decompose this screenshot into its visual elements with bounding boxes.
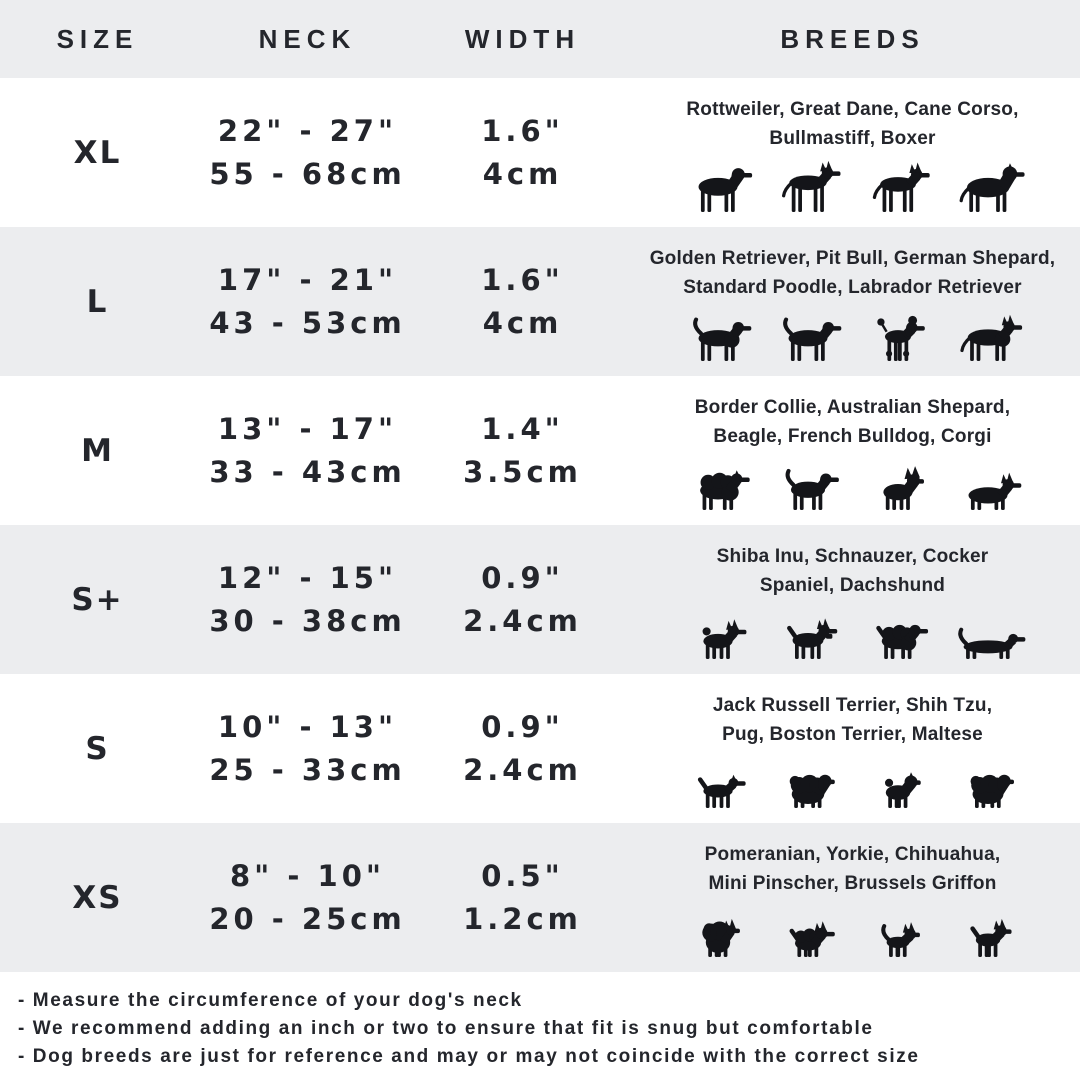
neck-inches: 13" - 17" — [217, 411, 398, 446]
footer-notes — [0, 972, 1080, 1071]
dog-silhouettes — [679, 752, 1027, 810]
neck-cm: 55 - 68cm — [209, 156, 406, 191]
neck-cm: 43 - 53cm — [209, 305, 406, 340]
width-cm: 1.2cm — [463, 901, 582, 936]
width-inches: 1.6" — [481, 262, 564, 297]
column-header-neck: NECK — [258, 23, 357, 54]
column-header-breeds: BREEDS — [780, 23, 925, 54]
breeds-text: Standard Poodle, Labrador Retriever — [683, 277, 1022, 298]
dog-silhouettes — [679, 454, 1027, 512]
breeds-text: Golden Retriever, Pit Bull, German Shepard, — [649, 248, 1056, 269]
note-measure: - Measure the circumference of your dog's neck — [18, 990, 523, 1011]
rottweiler-icon — [679, 158, 757, 214]
australian-shepherd-icon — [679, 456, 757, 512]
labrador-retriever-icon — [769, 307, 847, 363]
dog-silhouettes — [679, 901, 1027, 959]
breeds-text: Mini Pinscher, Brussels Griffon — [708, 873, 997, 894]
neck-cm: 20 - 25cm — [209, 901, 406, 936]
width-inches: 0.9" — [481, 560, 564, 595]
beagle-icon — [769, 456, 847, 512]
shih-tzu-icon — [769, 754, 847, 810]
note-recommend: - We recommend adding an inch or two to ensure that fit is snug but comfortable — [18, 1018, 874, 1039]
width-cm: 4cm — [482, 305, 563, 340]
breeds-text: Pug, Boston Terrier, Maltese — [722, 724, 983, 745]
breeds-text: Rottweiler, Great Dane, Cane Corso, — [686, 99, 1019, 120]
width-inches: 0.9" — [481, 709, 564, 744]
cocker-spaniel-icon — [859, 605, 937, 661]
size-label: S — [85, 730, 110, 767]
neck-cm: 30 - 38cm — [209, 603, 406, 638]
table-row-xs — [0, 823, 1080, 972]
pug-icon — [859, 754, 937, 810]
breeds-text: Spaniel, Dachshund — [759, 575, 946, 596]
breeds-text: Jack Russell Terrier, Shih Tzu, — [712, 695, 993, 716]
column-header-size: SIZE — [56, 23, 139, 54]
size-label: XS — [72, 879, 123, 916]
neck-inches: 8" - 10" — [230, 858, 385, 893]
width-cm: 3.5cm — [463, 454, 582, 489]
bullmastiff-icon — [949, 158, 1027, 214]
size-label: L — [86, 283, 109, 320]
width-cm: 2.4cm — [463, 603, 582, 638]
pomeranian-icon — [679, 903, 757, 959]
size-label: M — [81, 432, 114, 469]
width-inches: 1.4" — [481, 411, 564, 446]
maltese-icon — [949, 754, 1027, 810]
neck-cm: 33 - 43cm — [209, 454, 406, 489]
width-inches: 0.5" — [481, 858, 564, 893]
dog-silhouettes — [679, 603, 1027, 661]
table-row-m — [0, 376, 1080, 525]
standard-poodle-icon — [859, 307, 937, 363]
dog-silhouettes — [679, 305, 1027, 363]
chihuahua-icon — [859, 903, 937, 959]
breeds-text: Beagle, French Bulldog, Corgi — [713, 426, 992, 447]
neck-inches: 17" - 21" — [217, 262, 398, 297]
schnauzer-icon — [769, 605, 847, 661]
jack-russell-terrier-icon — [679, 754, 757, 810]
cane-corso-icon — [859, 158, 937, 214]
neck-inches: 22" - 27" — [217, 113, 398, 148]
table-header-row — [0, 0, 1080, 78]
column-header-width: WIDTH — [464, 23, 581, 54]
table-row-xl — [0, 78, 1080, 227]
dachshund-icon — [949, 605, 1027, 661]
great-dane-icon — [769, 158, 847, 214]
french-bulldog-icon — [859, 456, 937, 512]
german-shepherd-icon — [949, 307, 1027, 363]
size-label: XL — [73, 134, 122, 171]
size-label: S+ — [71, 581, 124, 618]
shiba-inu-icon — [679, 605, 757, 661]
dog-silhouettes — [679, 156, 1027, 214]
yorkie-icon — [769, 903, 847, 959]
width-cm: 2.4cm — [463, 752, 582, 787]
neck-inches: 10" - 13" — [217, 709, 398, 744]
table-row-l — [0, 227, 1080, 376]
width-inches: 1.6" — [481, 113, 564, 148]
breeds-text: Bullmastiff, Boxer — [769, 128, 936, 149]
golden-retriever-icon — [679, 307, 757, 363]
breeds-text: Border Collie, Australian Shepard, — [694, 397, 1011, 418]
note-reference: - Dog breeds are just for reference and may or may not coincide with the correct size — [18, 1046, 920, 1067]
table-row-s-plus — [0, 525, 1080, 674]
breeds-text: Pomeranian, Yorkie, Chihuahua, — [704, 844, 1001, 865]
corgi-icon — [949, 456, 1027, 512]
neck-cm: 25 - 33cm — [209, 752, 406, 787]
width-cm: 4cm — [482, 156, 563, 191]
table-row-s — [0, 674, 1080, 823]
neck-inches: 12" - 15" — [217, 560, 398, 595]
mini-pinscher-icon — [949, 903, 1027, 959]
breeds-text: Shiba Inu, Schnauzer, Cocker — [716, 546, 989, 567]
